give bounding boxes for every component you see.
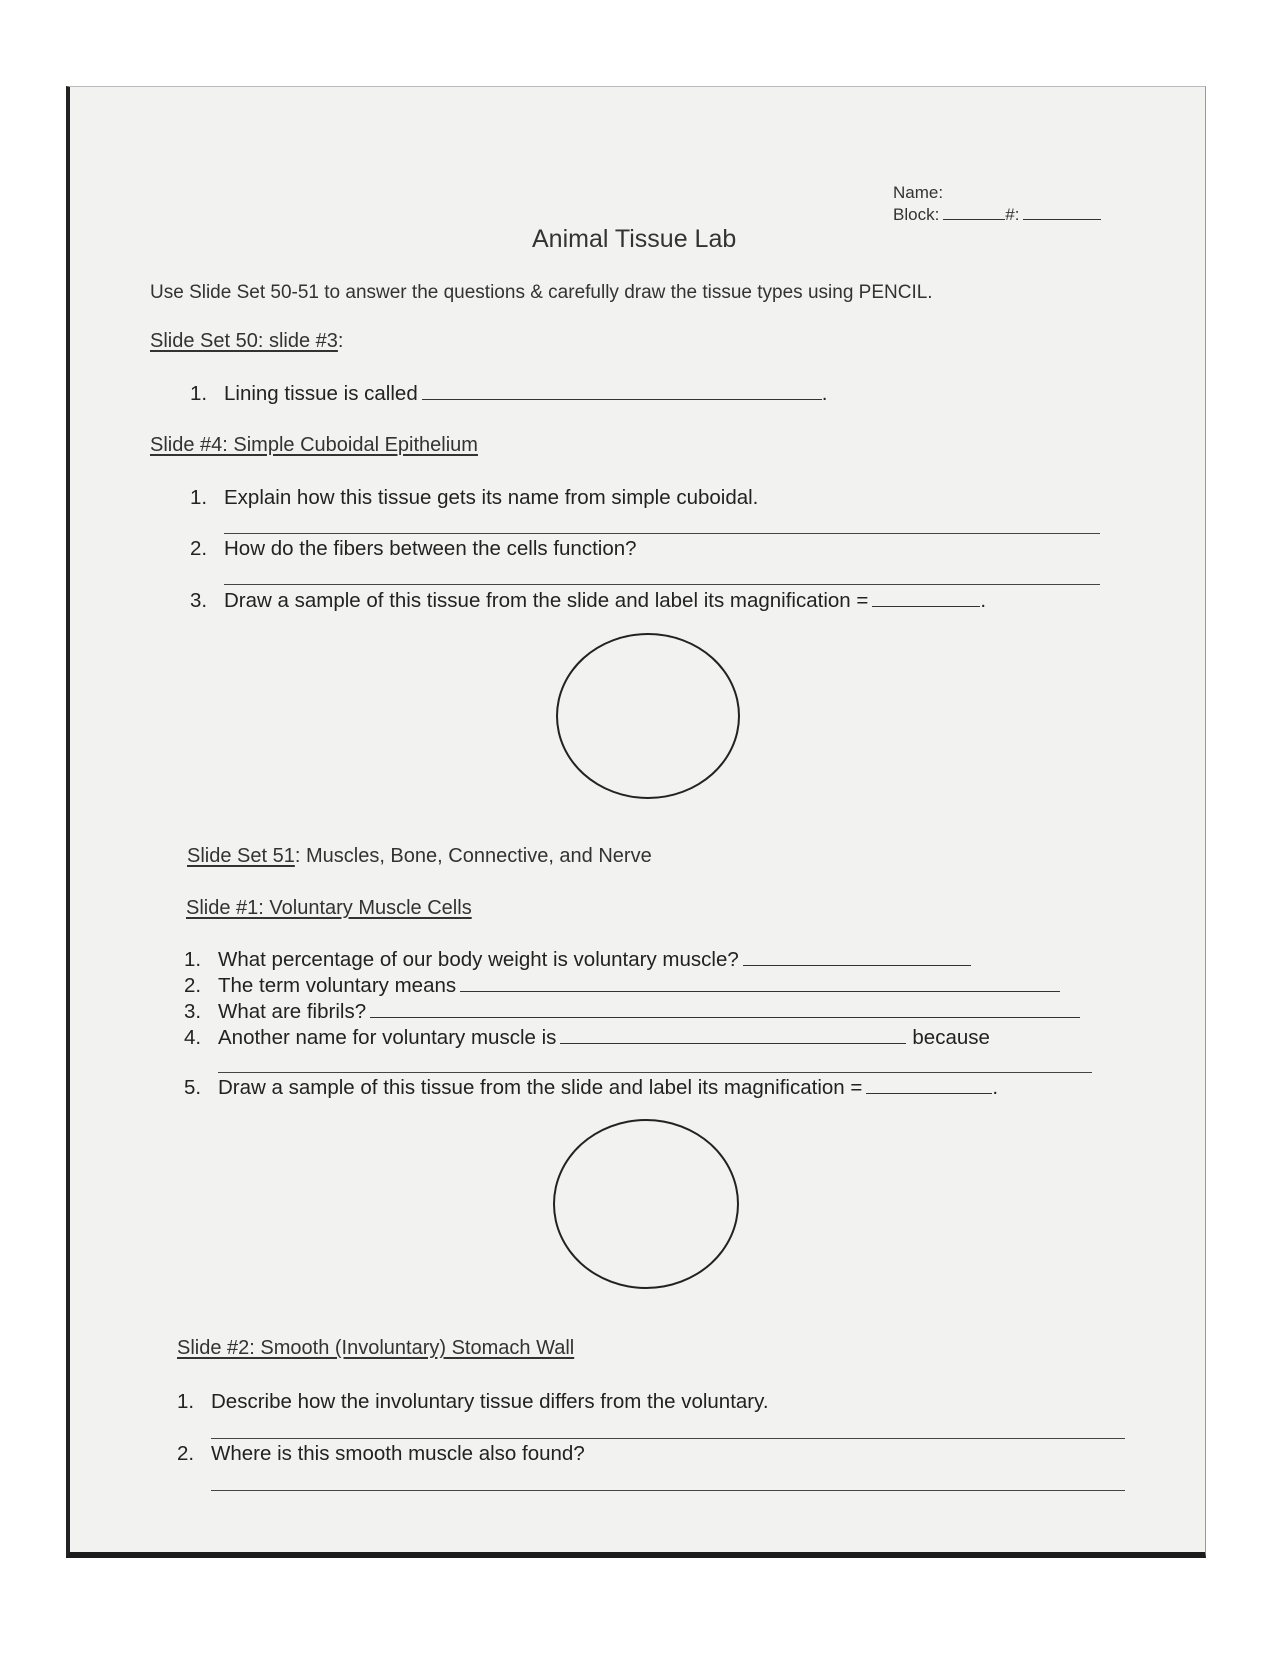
question-text: Draw a sample of this tissue from the slide and label its magnification =: [224, 589, 869, 612]
question-text: How do the fibers between the cells function?: [224, 537, 637, 560]
answer-blank[interactable]: [370, 1016, 1080, 1018]
question-text: Another name for voluntary muscle is: [218, 1026, 557, 1049]
question-number: 2.: [177, 1442, 195, 1465]
question-text: Explain how this tissue gets its name from simple cuboidal.: [224, 486, 759, 509]
answer-blank[interactable]: [560, 1042, 906, 1044]
because-label: because: [912, 1026, 990, 1049]
question-number: 2.: [190, 537, 208, 560]
question-voluntary-means: [184, 974, 1060, 998]
question-fibrils: [184, 1000, 1080, 1024]
answer-line[interactable]: [224, 584, 1100, 585]
magnification-blank[interactable]: [866, 1092, 992, 1094]
question-number: 5.: [184, 1076, 202, 1099]
question-number: 1.: [177, 1390, 195, 1413]
section-heading-slide-set-51: [187, 845, 652, 868]
block-blank[interactable]: [943, 218, 1005, 220]
question-draw-sample-1: [190, 589, 986, 613]
drawing-circle[interactable]: [556, 633, 740, 799]
magnification-blank[interactable]: [872, 605, 980, 607]
question-number: 3.: [190, 589, 208, 612]
answer-blank[interactable]: [460, 990, 1060, 992]
section-heading-underlined: Slide Set 51: [187, 845, 295, 867]
question-number: 1.: [190, 486, 208, 509]
question-end: .: [992, 1076, 999, 1099]
question-involuntary-differs: [177, 1390, 769, 1414]
answer-line[interactable]: [211, 1438, 1125, 1439]
question-explain-name: [190, 486, 758, 510]
question-text: Where is this smooth muscle also found?: [211, 1442, 585, 1465]
question-end: .: [821, 382, 828, 405]
question-text: Draw a sample of this tissue from the slide and label its magnification =: [218, 1076, 863, 1099]
question-body-weight: [184, 948, 971, 972]
question-fibers-function: [190, 537, 637, 561]
answer-blank[interactable]: [743, 964, 971, 966]
section-heading-simple-cuboidal: Slide #4: Simple Cuboidal Epithelium: [150, 434, 478, 456]
question-number: 3.: [184, 1000, 202, 1023]
name-label: Name:: [893, 183, 944, 202]
question-text: The term voluntary means: [218, 974, 457, 997]
drawing-circle[interactable]: [553, 1119, 739, 1289]
section-heading-rest: : Muscles, Bone, Connective, and Nerve: [294, 845, 652, 867]
question-number: 1.: [190, 382, 208, 405]
question-draw-sample-2: [184, 1076, 998, 1100]
section-heading-colon: :: [337, 330, 344, 352]
section-heading-slide-set-50: [150, 330, 343, 353]
question-text: What are fibrils?: [218, 1000, 367, 1023]
question-end: .: [980, 589, 987, 612]
answer-line[interactable]: [224, 533, 1100, 534]
answer-line[interactable]: [218, 1072, 1092, 1073]
question-text: What percentage of our body weight is voluntary muscle?: [218, 948, 739, 971]
answer-line[interactable]: [211, 1490, 1125, 1491]
question-another-name: [184, 1026, 990, 1050]
block-label: Block:: [893, 205, 940, 224]
answer-blank[interactable]: [422, 398, 822, 400]
section-heading-smooth-muscle: Slide #2: Smooth (Involuntary) Stomach Wall: [177, 1337, 575, 1359]
question-number: 1.: [184, 948, 202, 971]
question-smooth-muscle-found: [177, 1442, 585, 1466]
section-heading-voluntary-muscle: Slide #1: Voluntary Muscle Cells: [186, 897, 472, 919]
question-text: Lining tissue is called: [224, 382, 418, 405]
number-blank[interactable]: [1023, 218, 1101, 220]
number-label: #:: [1005, 205, 1020, 224]
question-number: 2.: [184, 974, 202, 997]
question-number: 4.: [184, 1026, 202, 1049]
question-text: Describe how the involuntary tissue differs from the voluntary.: [211, 1390, 769, 1413]
page-title: Animal Tissue Lab: [532, 225, 737, 253]
question-lining-tissue: [190, 382, 827, 406]
section-heading-underlined: Slide Set 50: slide #3: [150, 330, 338, 352]
instructions: Use Slide Set 50-51 to answer the questions & carefully draw the tissue types using PENCIL.: [150, 282, 933, 303]
block-field: [893, 205, 1101, 225]
